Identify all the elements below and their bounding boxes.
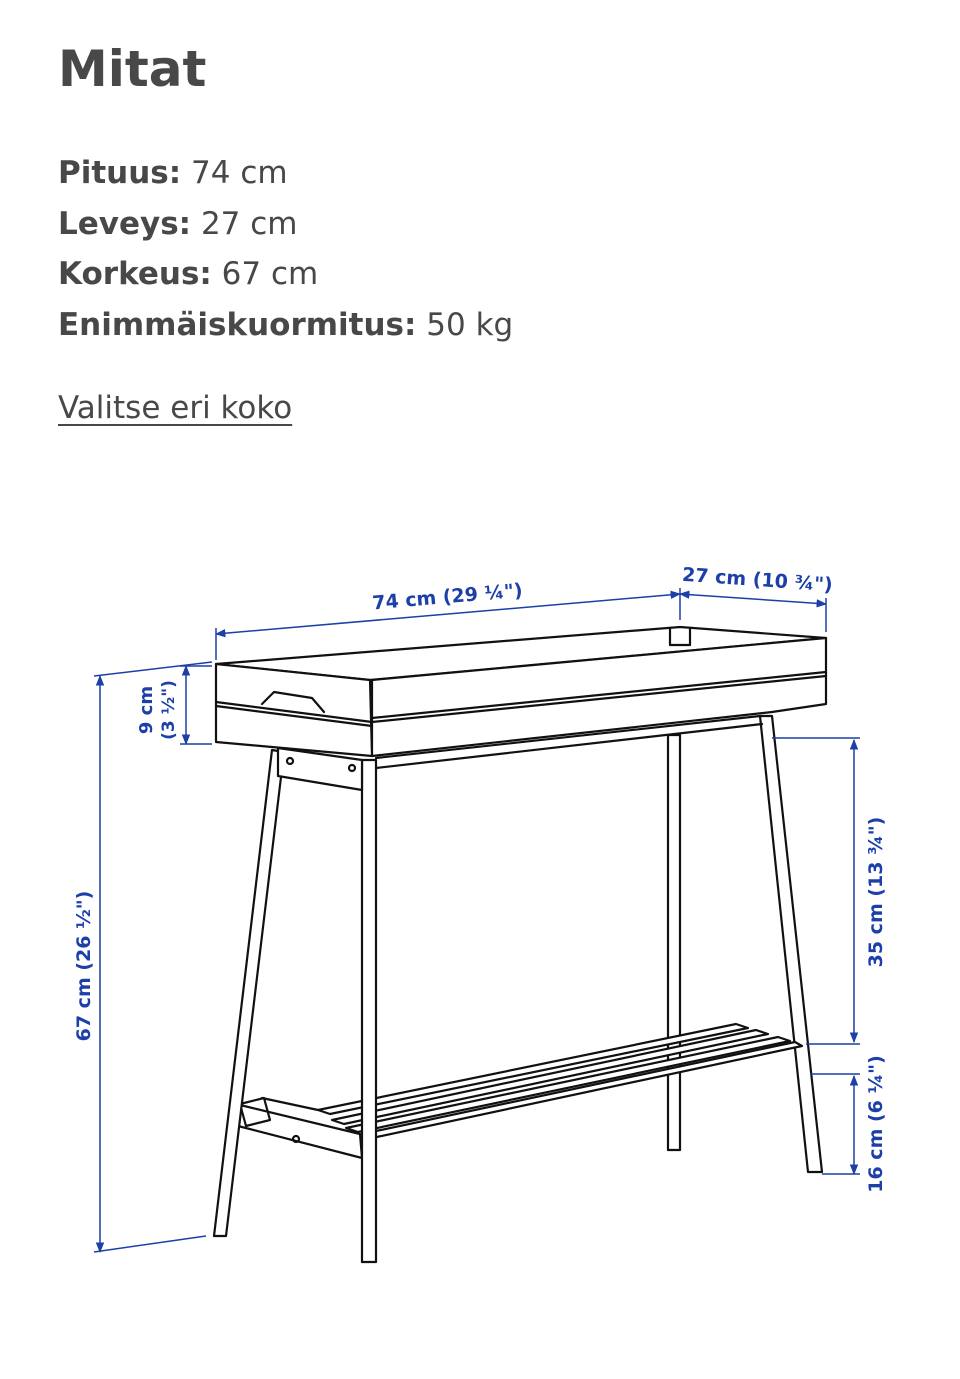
spec-value: 67 cm <box>221 256 319 292</box>
shelf-gap-dimension-label: 35 cm (13 ¾") <box>865 816 887 968</box>
plant-stand-illustration <box>214 627 826 1262</box>
spec-value: 27 cm <box>200 205 298 242</box>
width-dimension-label: 27 cm (10 ¾") <box>681 563 834 597</box>
spec-value: 50 kg <box>426 306 514 343</box>
spec-label: Korkeus: <box>58 256 212 292</box>
choose-size-link[interactable]: Valitse eri koko <box>58 390 293 426</box>
spec-label: Enimmäiskuormitus: <box>58 306 417 343</box>
tray-height-in-label: (3 ½") <box>159 680 179 740</box>
spec-label: Pituus: <box>58 155 182 191</box>
tray-height-cm-label: 9 cm <box>136 685 157 735</box>
shelf-height-dimension-label: 16 cm (6 ¼") <box>865 1055 887 1193</box>
length-dimension-label: 74 cm (29 ¼") <box>371 579 524 615</box>
page-title: Mitat <box>58 40 207 98</box>
spec-value: 74 cm <box>191 155 288 191</box>
total-height-dimension-label: 67 cm (26 ½") <box>73 890 95 1042</box>
spec-label: Leveys: <box>58 205 192 242</box>
